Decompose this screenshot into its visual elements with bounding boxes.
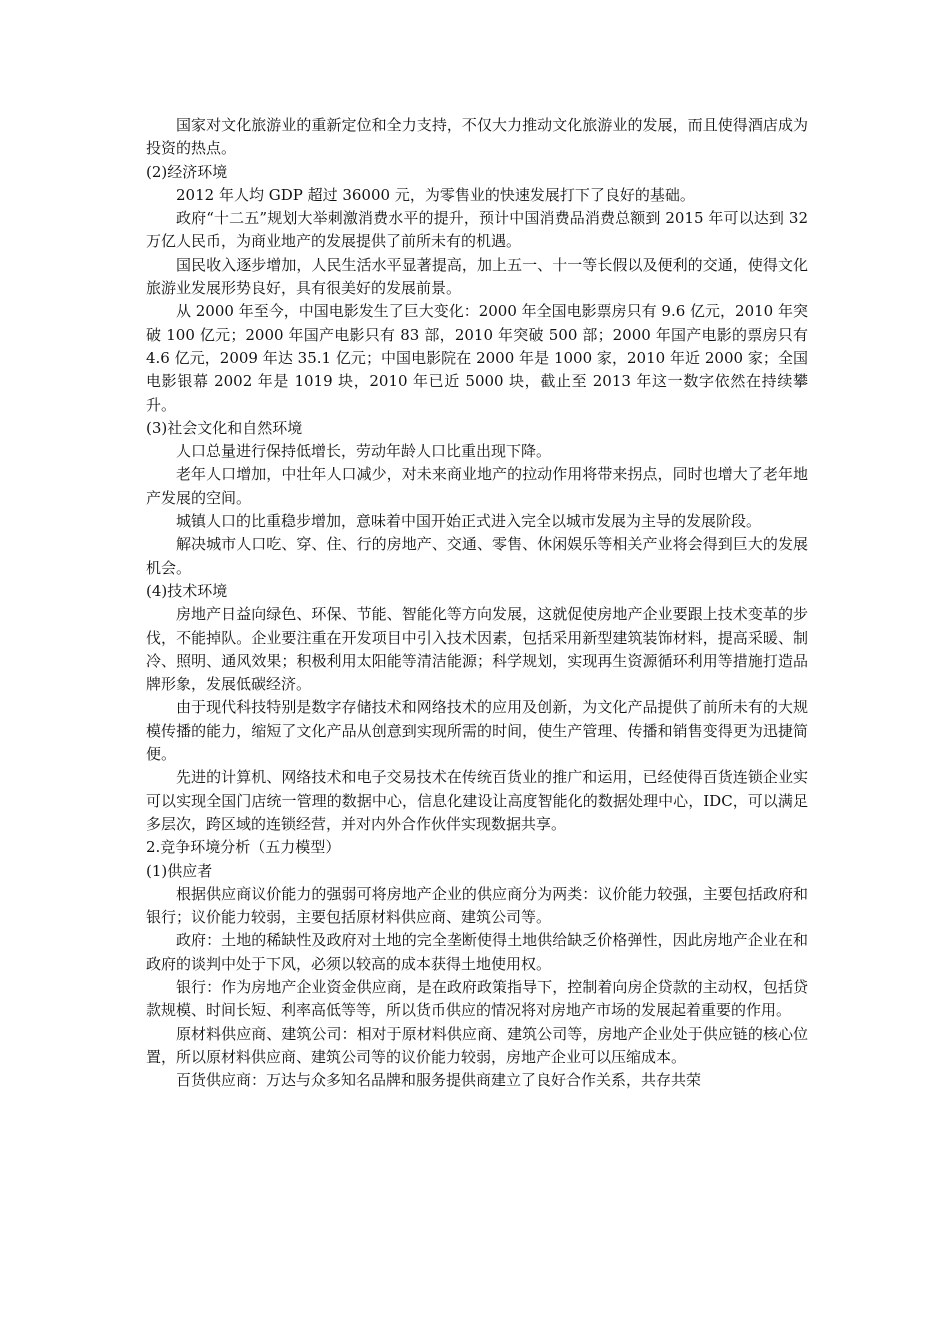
document-page: [146, 114, 808, 1092]
paragraph-aging-population: 老年人口增加，中壮年人口减少，对未来商业地产的拉动作用将带来拐点，同时也增大了老年地产发展的空间。: [146, 465, 808, 507]
paragraph-department-store-suppliers: 百货供应商：万达与众多知名品牌和服务提供商建立了良好合作关系，共存共荣: [176, 1071, 702, 1090]
paragraph-government: 政府：土地的稀缺性及政府对土地的完全垄断使得土地供给缺乏价格弹性，因此房地产企业在和政府的谈判中处于下风，必须以较高的成本获得土地使用权。: [146, 931, 808, 973]
paragraph-five-year-plan: 政府“十二五”规划大举刺激消费水平的提升，预计中国消费品消费总额到 2015 年可以达到 32 万亿人民币，为商业地产的发展提供了前所未有的机遇。: [146, 209, 808, 251]
paragraph-green-real-estate: 房地产日益向绿色、环保、节能、智能化等方向发展，这就促使房地产企业要跟上技术变革的步伐，不能掉队。企业要注重在开发项目中引入技术因素，包括采用新型建筑装饰材料，提高采暖、制冷、照明、通风效果；积极利用太阳能等清洁能源；科学规划，实现再生资源循环利用等措施打造品牌形象，发展低碳经济。: [146, 605, 808, 694]
paragraph-materials-construction: 原材料供应商、建筑公司：相对于原材料供应商、建筑公司等，房地产企业处于供应链的核心位置，所以原材料供应商、建筑公司等的议价能力较弱，房地产企业可以压缩成本。: [146, 1024, 808, 1066]
heading-competitive-analysis: 2.竞争环境分析（五力模型）: [146, 838, 341, 857]
paragraph-department-store-tech: 先进的计算机、网络技术和电子交易技术在传统百货业的推广和运用，已经使得百货连锁企业实可以实现全国门店统一管理的数据中心，信息化建设让高度智能化的数据处理中心，IDC，可以满足多层次，跨区域的连锁经营，并对内外合作伙伴实现数据共享。: [146, 768, 808, 833]
paragraph-digital-technology: 由于现代科技特别是数字存储技术和网络技术的应用及创新，为文化产品提供了前所未有的大规模传播的能力，缩短了文化产品从创意到实现所需的时间，使生产管理、传播和销售变得更为迅捷简便。: [146, 698, 808, 764]
heading-economic-environment: (2)经济环境: [146, 162, 228, 181]
heading-social-environment: (3)社会文化和自然环境: [146, 418, 303, 437]
heading-suppliers: (1)供应者: [146, 861, 213, 880]
paragraph-urban-industries: 解决城市人口吃、穿、住、行的房地产、交通、零售、休闲娱乐等相关产业将会得到巨大的发展机会。: [146, 535, 808, 577]
paragraph-film-industry: 从 2000 年至今，中国电影发生了巨大变化：2000 年全国电影票房只有 9.6 亿元，2010 年突破 100 亿元；2000 年国产电影只有 83 部，2010 年突破 500 部；2000 年国产电影的票房只有 4.6 亿元，2009 年达 35.1 亿元；中国电影院在 2000 年是 1000 家，2010 年近 2000 家；全国电影银幕 2002 年是 1019 块，2010 年已近 5000 块，截止至 2013 年这一数字依然在持续攀升。: [146, 302, 808, 414]
paragraph-urbanization: 城镇人口的比重稳步增加，意味着中国开始正式进入完全以城市发展为主导的发展阶段。: [176, 512, 762, 531]
paragraph-tourism-support: 国家对文化旅游业的重新定位和全力支持，不仅大力推动文化旅游业的发展，而且使得酒店成为投资的热点。: [146, 116, 808, 158]
heading-technology-environment: (4)技术环境: [146, 581, 228, 600]
paragraph-population-growth: 人口总量进行保持低增长，劳动年龄人口比重出现下降。: [176, 442, 552, 461]
paragraph-banks: 银行：作为房地产企业资金供应商，是在政府政策指导下，控制着向房企贷款的主动权，包括贷款规模、时间长短、利率高低等等，所以货币供应的情况将对房地产市场的发展起着重要的作用。: [146, 977, 808, 1020]
paragraph-gdp: 2012 年人均 GDP 超过 36000 元，为零售业的快速发展打下了良好的基础。: [176, 185, 695, 204]
paragraph-supplier-bargaining: 根据供应商议价能力的强弱可将房地产企业的供应商分为两类：议价能力较强，主要包括政府和银行；议价能力较弱，主要包括原材料供应商、建筑公司等。: [146, 884, 808, 927]
paragraph-national-income: 国民收入逐步增加，人民生活水平显著提高，加上五一、十一等长假以及便利的交通，使得文化旅游业发展形势良好，具有很美好的发展前景。: [146, 255, 808, 298]
